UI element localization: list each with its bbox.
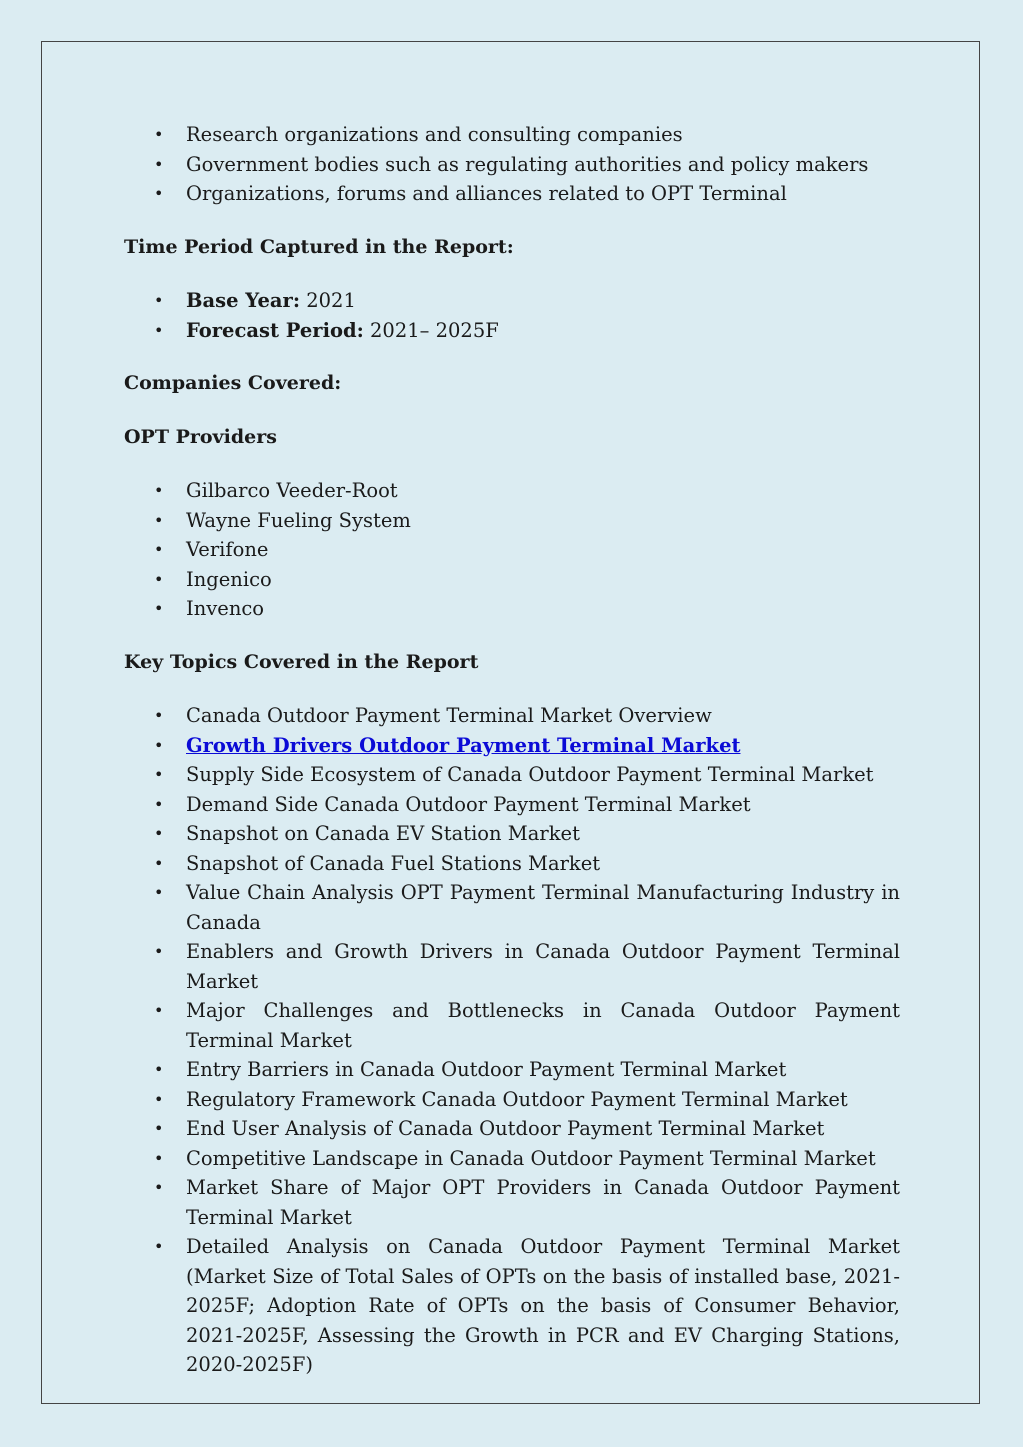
list-item: • Organizations, forums and alliances related to OPT Terminal bbox=[124, 179, 900, 209]
list-item: • Canada Outdoor Payment Terminal Market Overview bbox=[124, 701, 900, 731]
list-item: • Government bodies such as regulating authorities and policy makers bbox=[124, 150, 900, 180]
list-item: • Supply Side Ecosystem of Canada Outdoor Payment Terminal Market bbox=[124, 760, 900, 790]
base-year-label: Base Year: bbox=[186, 289, 301, 312]
list-item: • Wayne Fueling System bbox=[124, 506, 900, 536]
companies-heading: Companies Covered: bbox=[124, 372, 342, 394]
document-content bbox=[124, 120, 900, 1380]
list-item: • Snapshot of Canada Fuel Stations Market bbox=[124, 849, 900, 879]
list-item: • Demand Side Canada Outdoor Payment Terminal Market bbox=[124, 790, 900, 820]
list-item: • Ingenico bbox=[124, 565, 900, 595]
list-item: • Market Share of Major OPT Providers in Canada Outdoor Payment Terminal Market bbox=[124, 1173, 900, 1232]
list-item: • Research organizations and consulting companies bbox=[124, 120, 900, 150]
list-item: • Entry Barriers in Canada Outdoor Payment Terminal Market bbox=[124, 1055, 900, 1085]
base-year-item bbox=[124, 286, 900, 316]
forecast-period-value: 2021– 2025F bbox=[363, 318, 499, 342]
time-period-list bbox=[124, 286, 900, 345]
companies-list bbox=[124, 476, 900, 624]
forecast-period-label: Forecast Period: bbox=[186, 318, 364, 342]
list-item: • Gilbarco Veeder-Root bbox=[124, 476, 900, 506]
list-item: • Value Chain Analysis OPT Payment Terminal Manufacturing Industry in Canada bbox=[124, 878, 900, 937]
list-item: • Invenco bbox=[124, 594, 900, 624]
topics-list bbox=[124, 701, 900, 1380]
opt-providers-heading: OPT Providers bbox=[124, 425, 277, 448]
list-item-link bbox=[124, 731, 900, 761]
list-item: • End User Analysis of Canada Outdoor Payment Terminal Market bbox=[124, 1114, 900, 1144]
list-item: • Detailed Analysis on Canada Outdoor Payment Terminal Market (Market Size of Total Sales of OPTs on the basis of installed base, 2021-2025F; Adoption Rate of OPTs on the basis of Consumer Behavior, 2021-2025F, Assessing the Growth in PCR and EV Charging Stations, 2020-2025F) bbox=[124, 1232, 900, 1380]
list-item: • Competitive Landscape in Canada Outdoor Payment Terminal Market bbox=[124, 1144, 900, 1174]
growth-drivers-link[interactable]: Growth Drivers Outdoor Payment Terminal Market bbox=[186, 733, 741, 757]
list-item: • Verifone bbox=[124, 535, 900, 565]
list-item: • Major Challenges and Bottlenecks in Canada Outdoor Payment Terminal Market bbox=[124, 996, 900, 1055]
forecast-period-item bbox=[124, 316, 900, 346]
audience-list bbox=[124, 120, 900, 209]
base-year-value: 2021 bbox=[300, 289, 356, 312]
list-item: • Enablers and Growth Drivers in Canada Outdoor Payment Terminal Market bbox=[124, 937, 900, 996]
key-topics-heading: Key Topics Covered in the Report bbox=[124, 650, 479, 673]
list-item: • Snapshot on Canada EV Station Market bbox=[124, 819, 900, 849]
list-item: • Regulatory Framework Canada Outdoor Payment Terminal Market bbox=[124, 1085, 900, 1115]
time-period-heading: Time Period Captured in the Report: bbox=[124, 235, 514, 258]
